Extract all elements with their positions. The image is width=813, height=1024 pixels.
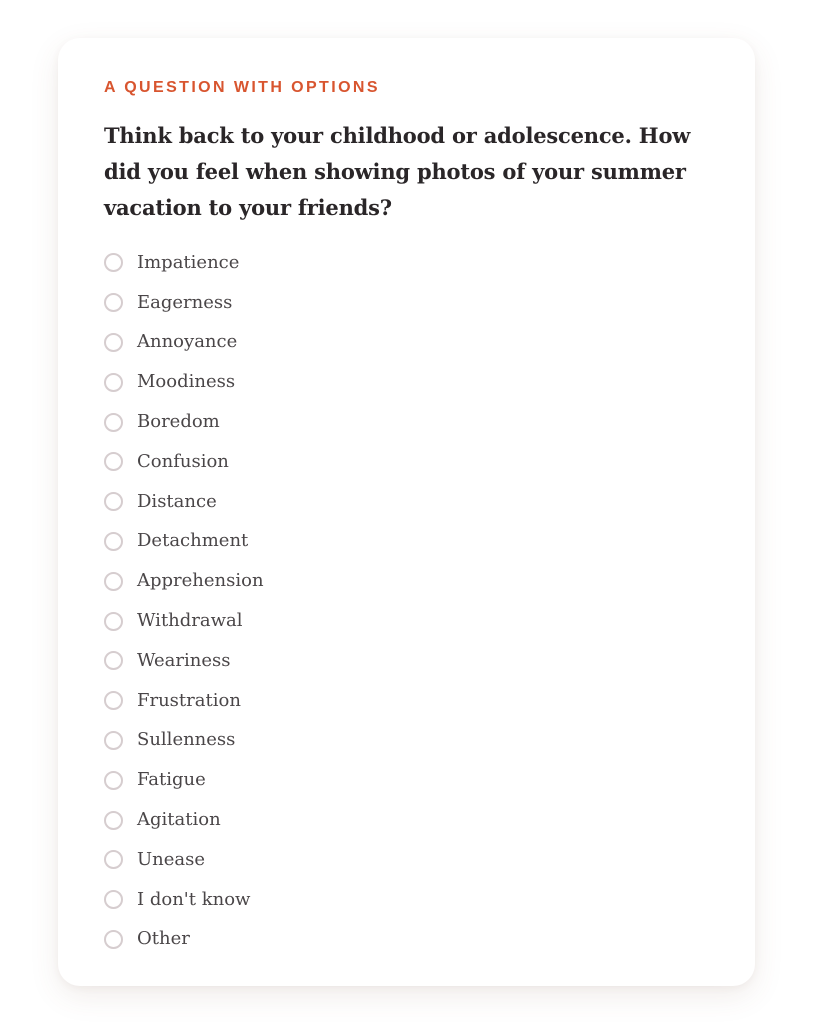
radio-button[interactable] [104,930,123,949]
option-item[interactable] [104,840,709,880]
radio-button[interactable] [104,293,123,312]
radio-button[interactable] [104,691,123,710]
radio-button[interactable] [104,771,123,790]
option-item[interactable] [104,760,709,800]
question-type-label: A QUESTION WITH OPTIONS [104,79,380,96]
radio-button[interactable] [104,253,123,272]
radio-button[interactable] [104,651,123,670]
option-item[interactable] [104,482,709,522]
option-label[interactable]: I don't know [137,888,251,910]
option-item[interactable] [104,721,709,761]
radio-button[interactable] [104,333,123,352]
option-label[interactable]: Confusion [137,450,229,472]
option-item[interactable] [104,243,709,283]
radio-button[interactable] [104,850,123,869]
options-list [104,243,709,959]
question-text: Think back to your childhood or adolescence. How did you feel when showing photos of your summer vacation to your friends? [104,123,691,220]
option-label[interactable]: Apprehension [137,570,264,592]
option-label[interactable]: Annoyance [137,331,238,353]
option-label[interactable]: Weariness [137,649,231,671]
radio-button[interactable] [104,572,123,591]
option-item[interactable] [104,561,709,601]
radio-button[interactable] [104,811,123,830]
radio-button[interactable] [104,413,123,432]
option-item[interactable] [104,800,709,840]
option-label[interactable]: Fatigue [137,769,206,791]
option-item[interactable] [104,681,709,721]
option-label[interactable]: Frustration [137,689,241,711]
option-item[interactable] [104,442,709,482]
option-label[interactable]: Impatience [137,251,240,273]
radio-button[interactable] [104,890,123,909]
option-item[interactable] [104,362,709,402]
option-label[interactable]: Distance [137,490,217,512]
option-item[interactable] [104,641,709,681]
option-item[interactable] [104,522,709,562]
option-item[interactable] [104,283,709,323]
radio-button[interactable] [104,492,123,511]
option-label[interactable]: Other [137,928,190,950]
radio-button[interactable] [104,373,123,392]
radio-button[interactable] [104,452,123,471]
option-label[interactable]: Sullenness [137,729,236,751]
radio-button[interactable] [104,532,123,551]
option-label[interactable]: Agitation [137,809,221,831]
option-item[interactable] [104,880,709,920]
option-item[interactable] [104,920,709,960]
option-label[interactable]: Eagerness [137,291,233,313]
option-item[interactable] [104,402,709,442]
option-label[interactable]: Withdrawal [137,610,243,632]
option-label[interactable]: Boredom [137,411,220,433]
option-item[interactable] [104,323,709,363]
option-label[interactable]: Unease [137,848,206,870]
radio-button[interactable] [104,731,123,750]
option-label[interactable]: Detachment [137,530,249,552]
option-label[interactable]: Moodiness [137,371,236,393]
radio-button[interactable] [104,612,123,631]
question-card [58,38,755,986]
option-item[interactable] [104,601,709,641]
